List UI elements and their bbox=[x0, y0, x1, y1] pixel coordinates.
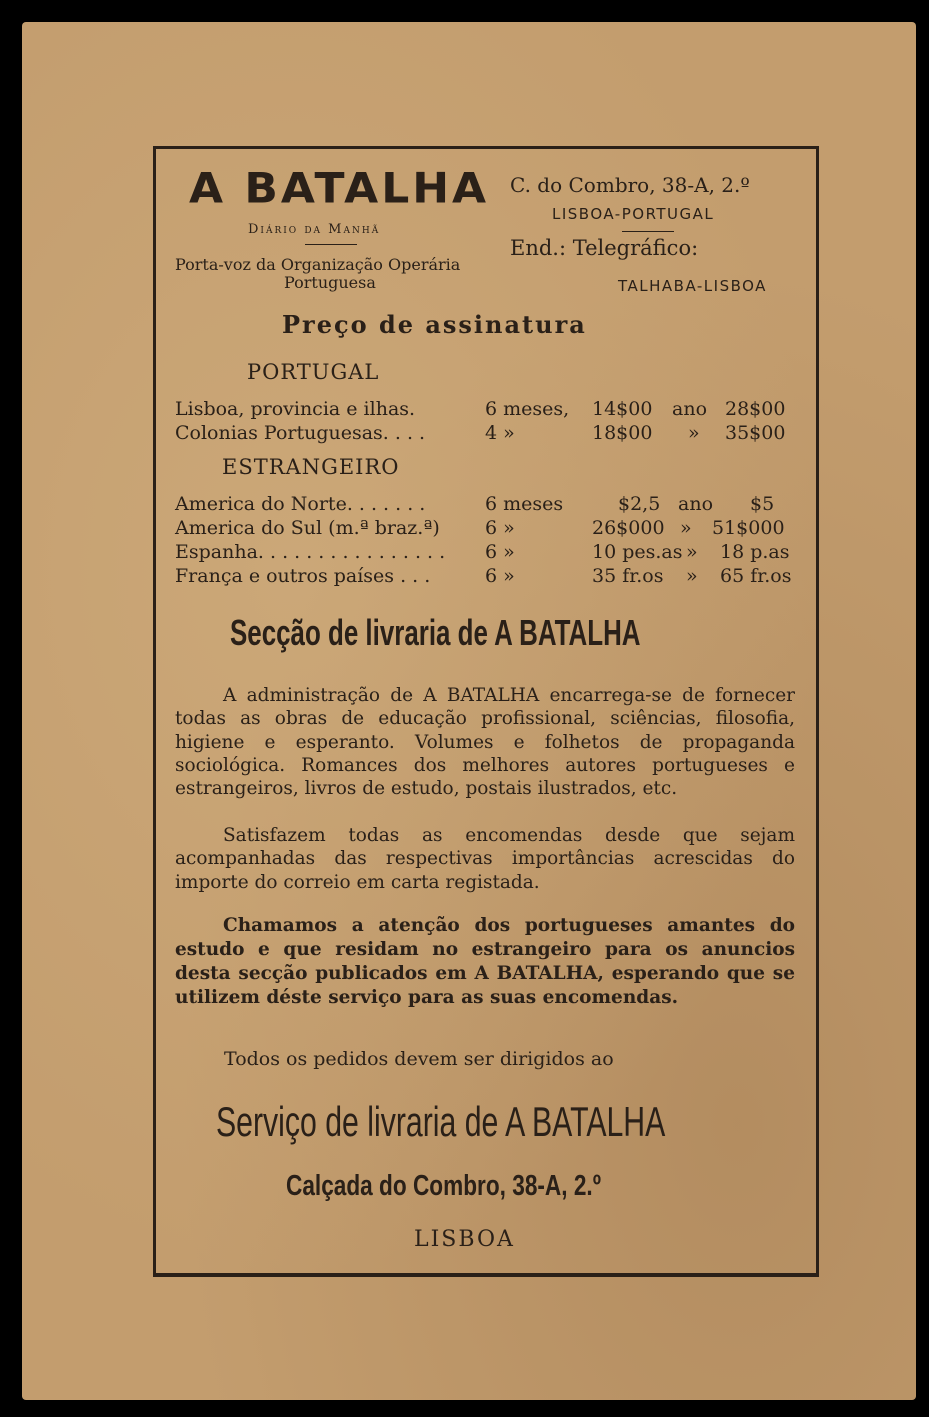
rate-term: 6 meses bbox=[485, 493, 564, 515]
rate-year-label: » bbox=[686, 565, 698, 587]
rate-price-term: 10 pes.as bbox=[592, 541, 683, 563]
rate-price-term: 14$00 bbox=[592, 398, 653, 420]
rate-price-term: 18$00 bbox=[592, 422, 653, 444]
rate-price-year: 51$000 bbox=[712, 517, 785, 539]
frame-top-rule bbox=[153, 146, 817, 149]
rate-price-term: 26$000 bbox=[592, 517, 665, 539]
service-address: Calçada do Combro, 38-A, 2.º bbox=[286, 1170, 601, 1202]
rate-term: 6 » bbox=[485, 565, 515, 587]
orders-note: Todos os pedidos devem ser dirigidos ao bbox=[224, 1048, 614, 1070]
rate-year-label: » bbox=[680, 517, 692, 539]
rate-term: 6 » bbox=[485, 541, 515, 563]
frame-right-rule bbox=[816, 146, 819, 1277]
rate-price-year: 35$00 bbox=[725, 422, 786, 444]
portugal-heading: PORTUGAL bbox=[247, 360, 380, 384]
rate-term: 6 meses, bbox=[485, 398, 570, 420]
bookshop-paragraph-3: Chamamos a atenção dos portugueses amantes do estudo e que residam no estrangeiro para os anuncios desta secção publicados em A BATALHA, esperando que se utilizem déste serviço para as suas encomendas. bbox=[175, 915, 795, 1008]
rate-term: 4 » bbox=[485, 422, 515, 444]
service-title: Serviço de livraria de A BATALHA bbox=[216, 1098, 666, 1145]
rate-place: França e outros países . . . bbox=[175, 565, 431, 587]
rate-year-label: ano bbox=[678, 493, 714, 515]
rate-term: 6 » bbox=[485, 517, 515, 539]
rate-price-term: 35 fr.os bbox=[592, 565, 664, 587]
rate-price-year: 18 p.as bbox=[720, 541, 790, 563]
frame-left-rule bbox=[153, 146, 156, 1277]
address-divider bbox=[622, 231, 674, 232]
telegraph-label: End.: Telegráfico: bbox=[510, 236, 699, 260]
newspaper-logo: A BATALHA bbox=[189, 164, 490, 213]
rate-price-year: $5 bbox=[750, 493, 775, 515]
rate-place: Lisboa, provincia e ilhas. bbox=[175, 398, 416, 420]
service-city: LISBOA bbox=[414, 1227, 515, 1252]
rate-price-term: $2,5 bbox=[618, 493, 661, 515]
rate-year-label: » bbox=[686, 541, 698, 563]
rate-year-label: ano bbox=[672, 398, 708, 420]
address-city: LISBOA-PORTUGAL bbox=[552, 205, 715, 223]
tagline-line1: Porta-voz da Organização Operária bbox=[175, 255, 461, 274]
bookshop-paragraph-2: Satisfazem todas as encomendas desde que sejam acompanhadas das respectivas importâncias acrescidas do importe do correio em carta registada. bbox=[175, 825, 795, 893]
foreign-heading: ESTRANGEIRO bbox=[222, 455, 400, 479]
bookshop-paragraph-1: A administração de A BATALHA encarrega-se de fornecer todas as obras de educação profissional, sciências, filosofia, higiene e esperanto. Volumes e folhetos de propaganda sociológica. Romances dos melhores autores portugueses e estrangeiros, livros de estudo, postais ilustrados, etc. bbox=[175, 685, 795, 800]
rate-price-year: 28$00 bbox=[725, 398, 786, 420]
rate-place: America do Sul (m.ª braz.ª) bbox=[175, 517, 440, 539]
newspaper-subtitle: Diário da Manhã bbox=[248, 222, 381, 237]
rate-year-label: » bbox=[688, 422, 700, 444]
header-divider bbox=[305, 244, 357, 245]
frame-bottom-rule bbox=[153, 1273, 819, 1277]
telegraph-address: TALHABA-LISBOA bbox=[618, 277, 767, 295]
rate-place: America do Norte. . . . . . . bbox=[175, 493, 426, 515]
rate-place: Colonias Portuguesas. . . . bbox=[175, 422, 426, 444]
rate-place: Espanha. . . . . . . . . . . . . . . . bbox=[175, 541, 446, 563]
rate-price-year: 65 fr.os bbox=[720, 565, 792, 587]
address-street: C. do Combro, 38-A, 2.º bbox=[510, 173, 750, 197]
subscription-title: Preço de assinatura bbox=[282, 310, 587, 339]
bookshop-title: Secção de livraria de A BATALHA bbox=[230, 612, 641, 653]
tagline-line2: Portuguesa bbox=[284, 273, 376, 292]
